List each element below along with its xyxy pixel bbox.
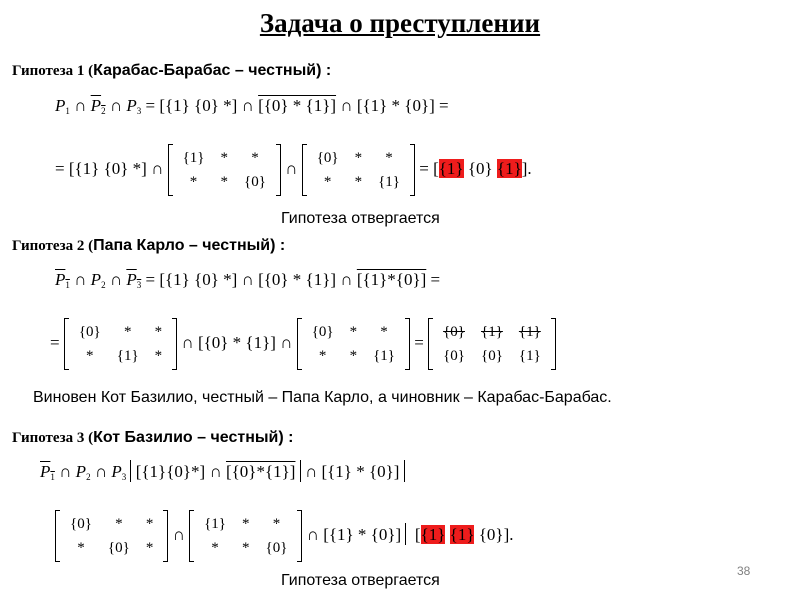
slide-number: 38 <box>737 564 751 578</box>
matrix-cell: * <box>220 173 228 190</box>
p1-symbol: P <box>55 270 66 289</box>
matrix-row <box>304 344 403 368</box>
p2-symbol: P <box>90 96 102 115</box>
matrix-cell: * <box>154 323 163 340</box>
matrix-cell: * <box>77 539 85 556</box>
p2-symbol: P <box>90 270 102 289</box>
matrix-cell: {0} <box>443 347 465 364</box>
page-title: Задача о преступлении <box>259 8 541 38</box>
matrix-cell: * <box>323 173 332 190</box>
equals-symbol: = <box>50 332 60 352</box>
matrix-cell: {0} <box>311 323 334 340</box>
intersection-symbol: ∩ <box>241 96 254 115</box>
intersection-symbol: ∩ <box>151 158 164 178</box>
hypothesis-1-prefix: Гипотеза 1 ( <box>12 63 94 79</box>
p1-subscript: 1 <box>65 280 70 290</box>
result-close: ]. <box>521 158 532 178</box>
term: [{0} * {1}] <box>258 270 337 289</box>
highlighted-cell: {1} <box>449 524 475 544</box>
p3-symbol: P <box>126 96 137 115</box>
matrix <box>302 144 415 196</box>
hypothesis-1-formula-line-1 <box>55 96 449 116</box>
intersection-symbol: ∩ <box>285 158 298 178</box>
p3-subscript: 3 <box>121 472 127 482</box>
intersection-symbol: ∩ <box>304 462 318 481</box>
hypothesis-2-formula-line-2 <box>50 318 556 370</box>
hypothesis-2-name: Папа Карло – честный) : <box>93 237 286 254</box>
p2-subscript: 2 <box>86 472 91 482</box>
matrix-row <box>435 320 549 344</box>
matrix-cell: * <box>189 173 198 190</box>
matrix-cell: * <box>115 515 123 532</box>
term: [{1}{0}*] <box>135 462 206 481</box>
hypothesis-3-conclusion: Гипотеза отвергается <box>281 572 440 589</box>
matrix-cell: {1} <box>373 347 395 364</box>
hypothesis-2-prefix: Гипотеза 2 ( <box>12 238 94 254</box>
matrix-cell: * <box>349 323 358 340</box>
matrix-cell: {1} <box>481 323 503 340</box>
matrix-cell: * <box>86 347 94 364</box>
hypothesis-2-conclusion: Виновен Кот Базилио, честный – Папа Карло, а чиновник – Карабас-Барабас. <box>33 389 612 406</box>
equals-symbol: = <box>439 96 449 115</box>
matrix-cell: {0} <box>78 323 101 340</box>
term-negated: [{0} * {1}] <box>258 96 337 115</box>
term: [{1} * {0}] <box>321 462 400 481</box>
hypothesis-3-name: Кот Базилио – честный) : <box>93 429 294 446</box>
p2-symbol: P <box>75 462 87 481</box>
intersection-symbol: ∩ <box>172 524 185 544</box>
term: [{1} * {0}] <box>323 524 402 544</box>
matrix-cell: * <box>242 515 250 532</box>
intersection-symbol: ∩ <box>181 332 194 352</box>
equals-symbol: = <box>55 158 65 178</box>
intersection-symbol: ∩ <box>109 96 123 115</box>
hypothesis-1-conclusion: Гипотеза отвергается <box>281 210 440 227</box>
highlighted-cell: {1} <box>420 524 446 544</box>
intersection-symbol: ∩ <box>94 462 108 481</box>
p1-subscript: 1 <box>50 472 55 482</box>
matrix-cell: * <box>154 347 163 364</box>
result-close: ]. <box>503 524 514 544</box>
hypothesis-3-prefix: Гипотеза 3 ( <box>12 430 94 446</box>
intersection-symbol: ∩ <box>74 270 87 289</box>
matrix-cell: {1} <box>518 323 541 340</box>
matrix-row <box>62 512 161 536</box>
matrix-row <box>71 344 170 368</box>
p3-symbol: P <box>111 462 122 481</box>
hypothesis-1-heading <box>12 62 331 80</box>
equals-symbol: = <box>430 270 441 289</box>
matrix-cell: * <box>123 323 132 340</box>
highlighted-cell: {1} <box>438 158 464 178</box>
hypothesis-1-name: Карабас-Барабас – честный) : <box>93 62 332 79</box>
intersection-symbol: ∩ <box>59 462 72 481</box>
term: [{1} {0} *] <box>159 270 238 289</box>
intersection-symbol: ∩ <box>241 270 254 289</box>
matrix-row <box>62 536 161 560</box>
intersection-symbol: ∩ <box>74 96 87 115</box>
matrix-cell: {0} <box>316 149 339 166</box>
term: [{1} {0} *] <box>159 96 238 115</box>
matrix-row <box>196 512 295 536</box>
matrix-cell: * <box>145 515 154 532</box>
p3-subscript: 3 <box>136 280 142 290</box>
matrix-cell: * <box>349 347 358 364</box>
separator-bar <box>130 460 131 482</box>
matrix-cell: * <box>211 539 219 556</box>
separator-bar <box>404 460 405 482</box>
matrix <box>168 144 281 196</box>
matrix-row <box>175 170 274 194</box>
result-cell: {0} <box>467 158 493 178</box>
matrix-row <box>71 320 170 344</box>
matrix-cell: {0} <box>244 173 266 190</box>
matrix-cell: {1} <box>518 347 541 364</box>
p1-symbol: P <box>40 462 51 481</box>
equals-symbol: = <box>145 270 156 289</box>
matrix-cell: * <box>145 539 154 556</box>
p1-subscript: 1 <box>65 106 70 116</box>
hypothesis-3-formula-line-1 <box>40 460 405 482</box>
matrix-row <box>196 536 295 560</box>
p1-symbol: P <box>55 96 66 115</box>
matrix-cell: {1} <box>182 149 205 166</box>
matrix-cell: * <box>251 149 259 166</box>
equals-symbol: = <box>419 158 429 178</box>
intersection-symbol: ∩ <box>306 524 319 544</box>
matrix-cell: {1} <box>116 347 139 364</box>
matrix-cell: * <box>242 539 250 556</box>
equals-symbol: = <box>414 332 424 352</box>
hypothesis-1-formula-line-2: = [{1} {0} *] ∩ {1} * * * * {0} ∩ {0} * * * * {1} = [{1} {0} {1}]. <box>55 144 532 196</box>
p2-subscript: 2 <box>101 106 106 116</box>
matrix-cell: * <box>220 149 228 166</box>
p2-subscript: 2 <box>101 280 106 290</box>
matrix-cell: * <box>354 149 363 166</box>
matrix <box>55 510 168 562</box>
separator-bar <box>300 460 301 482</box>
matrix-cell: {0} <box>265 539 288 556</box>
intersection-symbol: ∩ <box>109 270 123 289</box>
hypothesis-3-heading <box>12 429 293 447</box>
matrix-cell: * <box>380 323 388 340</box>
term: [{1} {0} *] <box>68 158 147 178</box>
matrix-cell: {0} <box>70 515 92 532</box>
matrix-cell: {1} <box>378 173 400 190</box>
intersection-symbol: ∩ <box>280 332 293 352</box>
matrix-cell: * <box>272 515 281 532</box>
result-cell: {0} <box>478 524 504 544</box>
hypothesis-2-heading <box>12 237 285 255</box>
hypothesis-3-formula-line-2: {0} * * * {0} * ∩ {1} * * * * {0} ∩ [{1} * {0}] [{1} {1} {0}]. <box>55 510 513 562</box>
term: [{0} * {1}] <box>197 332 276 352</box>
intersection-symbol: ∩ <box>340 96 353 115</box>
intersection-symbol: ∩ <box>209 462 222 481</box>
matrix-row <box>309 146 408 170</box>
matrix-row <box>304 320 403 344</box>
matrix-row <box>435 344 549 368</box>
term-negated: [{0}*{1}] <box>225 462 296 481</box>
intersection-symbol: ∩ <box>340 270 353 289</box>
matrix-cell: {1} <box>204 515 226 532</box>
highlighted-cell: {1} <box>496 158 522 178</box>
term-negated: [{1}*{0}] <box>356 270 427 289</box>
hypothesis-2-formula-line-1 <box>55 270 440 290</box>
matrix <box>189 510 302 562</box>
result-matrix <box>428 318 556 370</box>
p3-symbol: P <box>126 270 137 289</box>
matrix-cell: {0} <box>107 539 130 556</box>
matrix <box>64 318 177 370</box>
matrix-cell: * <box>385 149 393 166</box>
p3-subscript: 3 <box>136 106 142 116</box>
separator-bar <box>405 523 406 545</box>
equals-symbol: = <box>145 96 156 115</box>
term: [{1} * {0}] <box>356 96 435 115</box>
matrix-row <box>175 146 274 170</box>
matrix-row <box>309 170 408 194</box>
matrix <box>297 318 410 370</box>
matrix-cell: {0} <box>481 347 503 364</box>
matrix-cell: {0} <box>443 323 465 340</box>
matrix-cell: * <box>318 347 327 364</box>
matrix-cell: * <box>354 173 363 190</box>
